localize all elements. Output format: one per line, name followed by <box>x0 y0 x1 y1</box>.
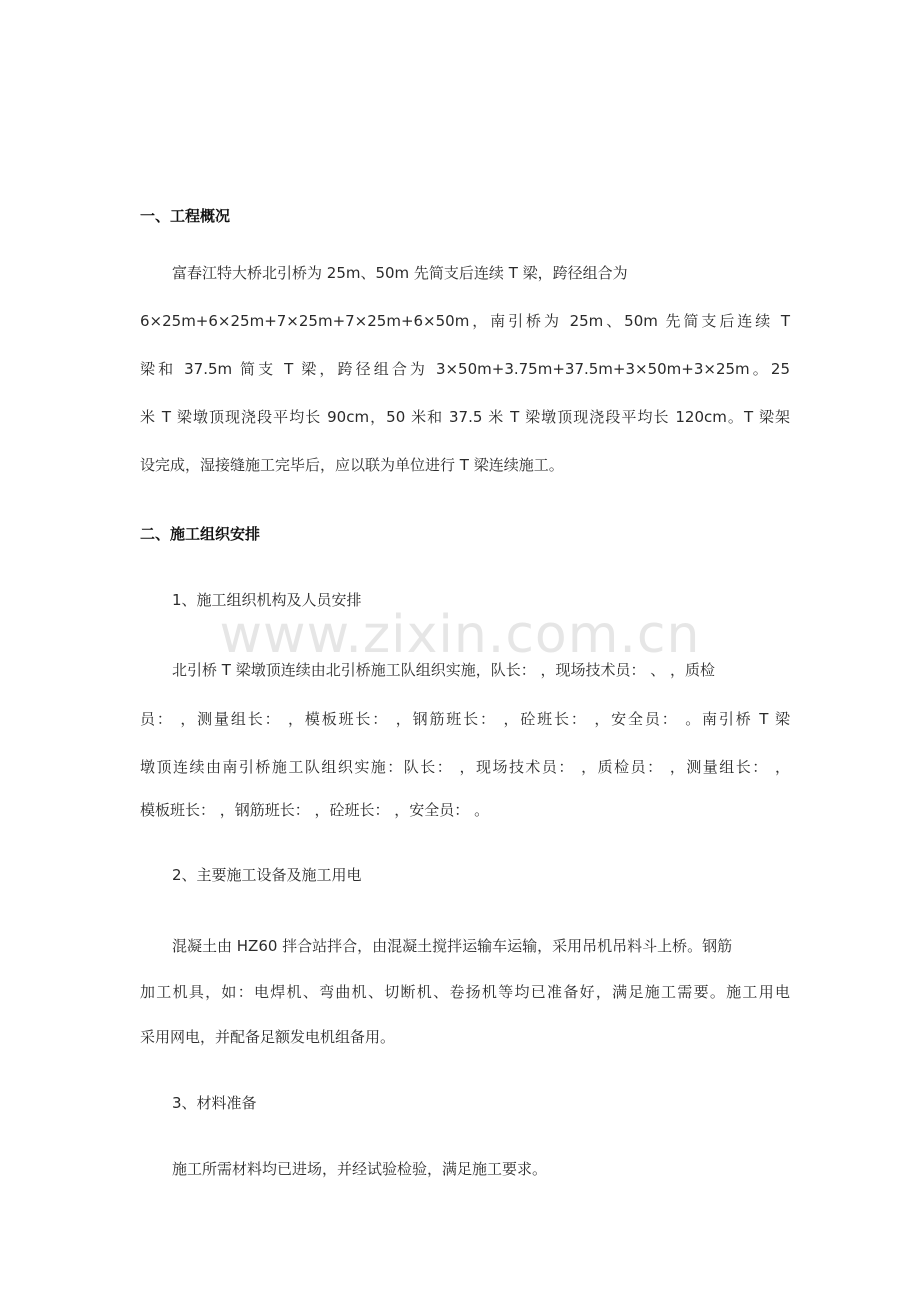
overview-line-5: 设完成，湿接缝施工完毕后，应以联为单位进行 T 梁连续施工。 <box>140 456 564 474</box>
overview-line-2: 6×25m+6×25m+7×25m+7×25m+6×50m，南引桥为 25m、50m 先简支后连续 T <box>140 312 790 330</box>
subheading-materials: 3、材料准备 <box>172 1094 257 1112</box>
overview-line-1: 富春江特大桥北引桥为 25m、50m 先简支后连续 T 梁，跨径组合为 <box>172 264 628 282</box>
personnel-line-2: 员： ，测量组长： ，模板班长： ，钢筋班长： ，砼班长： ，安全员： 。南引桥 T 梁 <box>140 710 790 728</box>
personnel-line-1: 北引桥 T 梁墩顶连续由北引桥施工队组织实施，队长： ，现场技术员： 、 ，质检 <box>172 661 716 679</box>
equipment-line-2: 加工机具，如：电焊机、弯曲机、切断机、卷扬机等均已准备好，满足施工需要。施工用电 <box>140 983 790 1001</box>
equipment-line-3: 采用网电，并配备足额发电机组备用。 <box>140 1028 396 1046</box>
section-heading-overview: 一、工程概况 <box>140 207 231 225</box>
personnel-line-4: 模板班长： ，钢筋班长： ，砼班长： ，安全员： 。 <box>140 801 490 819</box>
overview-line-4: 米 T 梁墩顶现浇段平均长 90cm，50 米和 37.5 米 T 梁墩顶现浇段平均长 120cm。T 梁架 <box>140 408 790 426</box>
watermark: www.zixin.com.cn <box>219 605 701 665</box>
equipment-line-1: 混凝土由 HZ60 拌合站拌合，由混凝土搅拌运输车运输，采用吊机吊料斗上桥。钢筋 <box>172 937 733 955</box>
subheading-personnel: 1、施工组织机构及人员安排 <box>172 591 362 609</box>
subheading-equipment: 2、主要施工设备及施工用电 <box>172 866 362 884</box>
personnel-line-3: 墩顶连续由南引桥施工队组织实施：队长： ，现场技术员： ，质检员： ，测量组长： ， <box>140 758 790 776</box>
overview-line-3: 梁和 37.5m 简支 T 梁，跨径组合为 3×50m+3.75m+37.5m+3×50m+3×25m。25 <box>140 360 790 378</box>
section-heading-organization: 二、施工组织安排 <box>140 525 261 543</box>
materials-line-1: 施工所需材料均已进场，并经试验检验，满足施工要求。 <box>172 1160 548 1178</box>
